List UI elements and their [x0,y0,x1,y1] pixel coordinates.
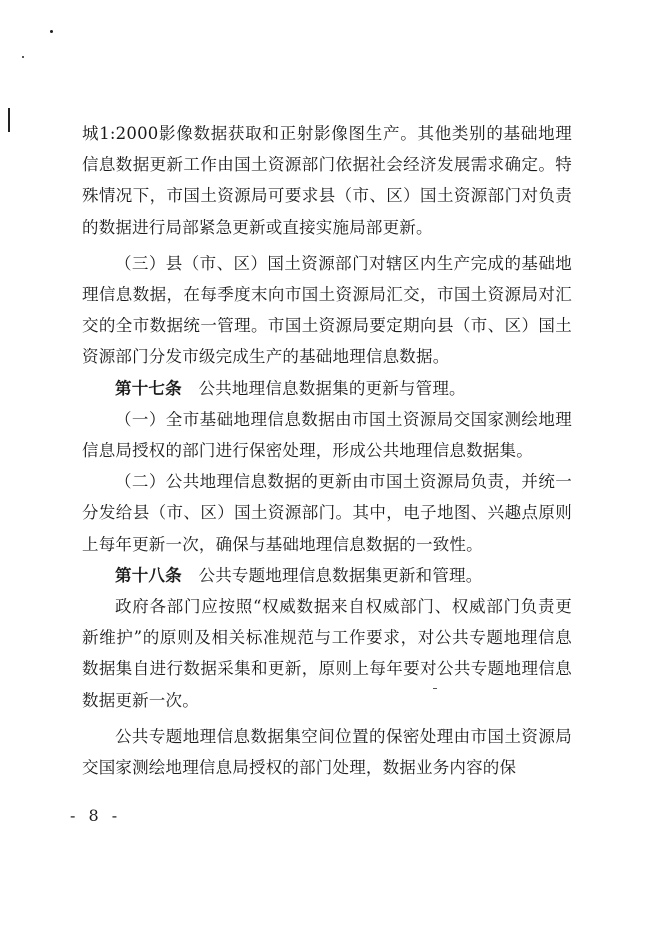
paragraph-text: 公共专题地理信息数据集空间位置的保密处理由市国土资源局交国家测绘地理信息局授权的部门处理，数据业务内容的保 [82,726,572,778]
scan-speck [50,30,53,33]
paragraph [82,248,572,373]
paragraph [82,404,572,466]
paragraph-text: （二）公共地理信息数据的更新由市国土资源局负责，并统一分发给县（市、区）国土资源部门。其中，电子地图、兴趣点原则上每年更新一次，确保与基础地理信息数据的一致性。 [82,472,572,554]
paragraph-text: 政府各部门应按照“权威数据来自权威部门、权威部门负责更新维护”的原则及相关标准规范与工作要求，对公共专题地理信息数据集自进行数据采集和更新，原则上每年要对公共专题地理信息数据更新一次。 [82,597,572,710]
scan-margin-mark [8,108,10,132]
scan-speck [22,56,24,58]
article-paragraph [82,560,572,591]
paragraph [82,466,572,560]
article-heading: 第十八条 [115,565,182,585]
paragraph [82,591,572,716]
paragraph [82,721,572,783]
article-title: 公共地理信息数据集的更新与管理。 [198,378,466,398]
paragraph-text: （三）县（市、区）国土资源部门对辖区内生产完成的基础地理信息数据，在每季度末向市国土资源局汇交，市国土资源局对汇交的全市数据统一管理。市国土资源局要定期向县（市、区）国土资源部门分发市级完成生产的基础地理信息数据。 [82,253,572,367]
article-heading: 第十七条 [115,378,182,398]
article-title: 公共专题地理信息数据集更新和管理。 [198,565,483,585]
paragraph-continued [82,118,572,243]
paragraph-text: （一）全市基础地理信息数据由市国土资源局交国家测绘地理信息局授权的部门进行保密处理，形成公共地理信息数据集。 [82,409,572,461]
document-body [82,118,572,783]
paragraph-text: 城1:2000影像数据获取和正射影像图生产。其他类别的基础地理信息数据更新工作由国土资源部门依据社会经济发展需求确定。特殊情况下，市国土资源局可要求县（市、区）国土资源部门对负责的数据进行局部紧急更新或直接实施局部更新。 [82,124,572,237]
article-paragraph [82,373,572,404]
page-number: - 8 - [70,806,122,825]
